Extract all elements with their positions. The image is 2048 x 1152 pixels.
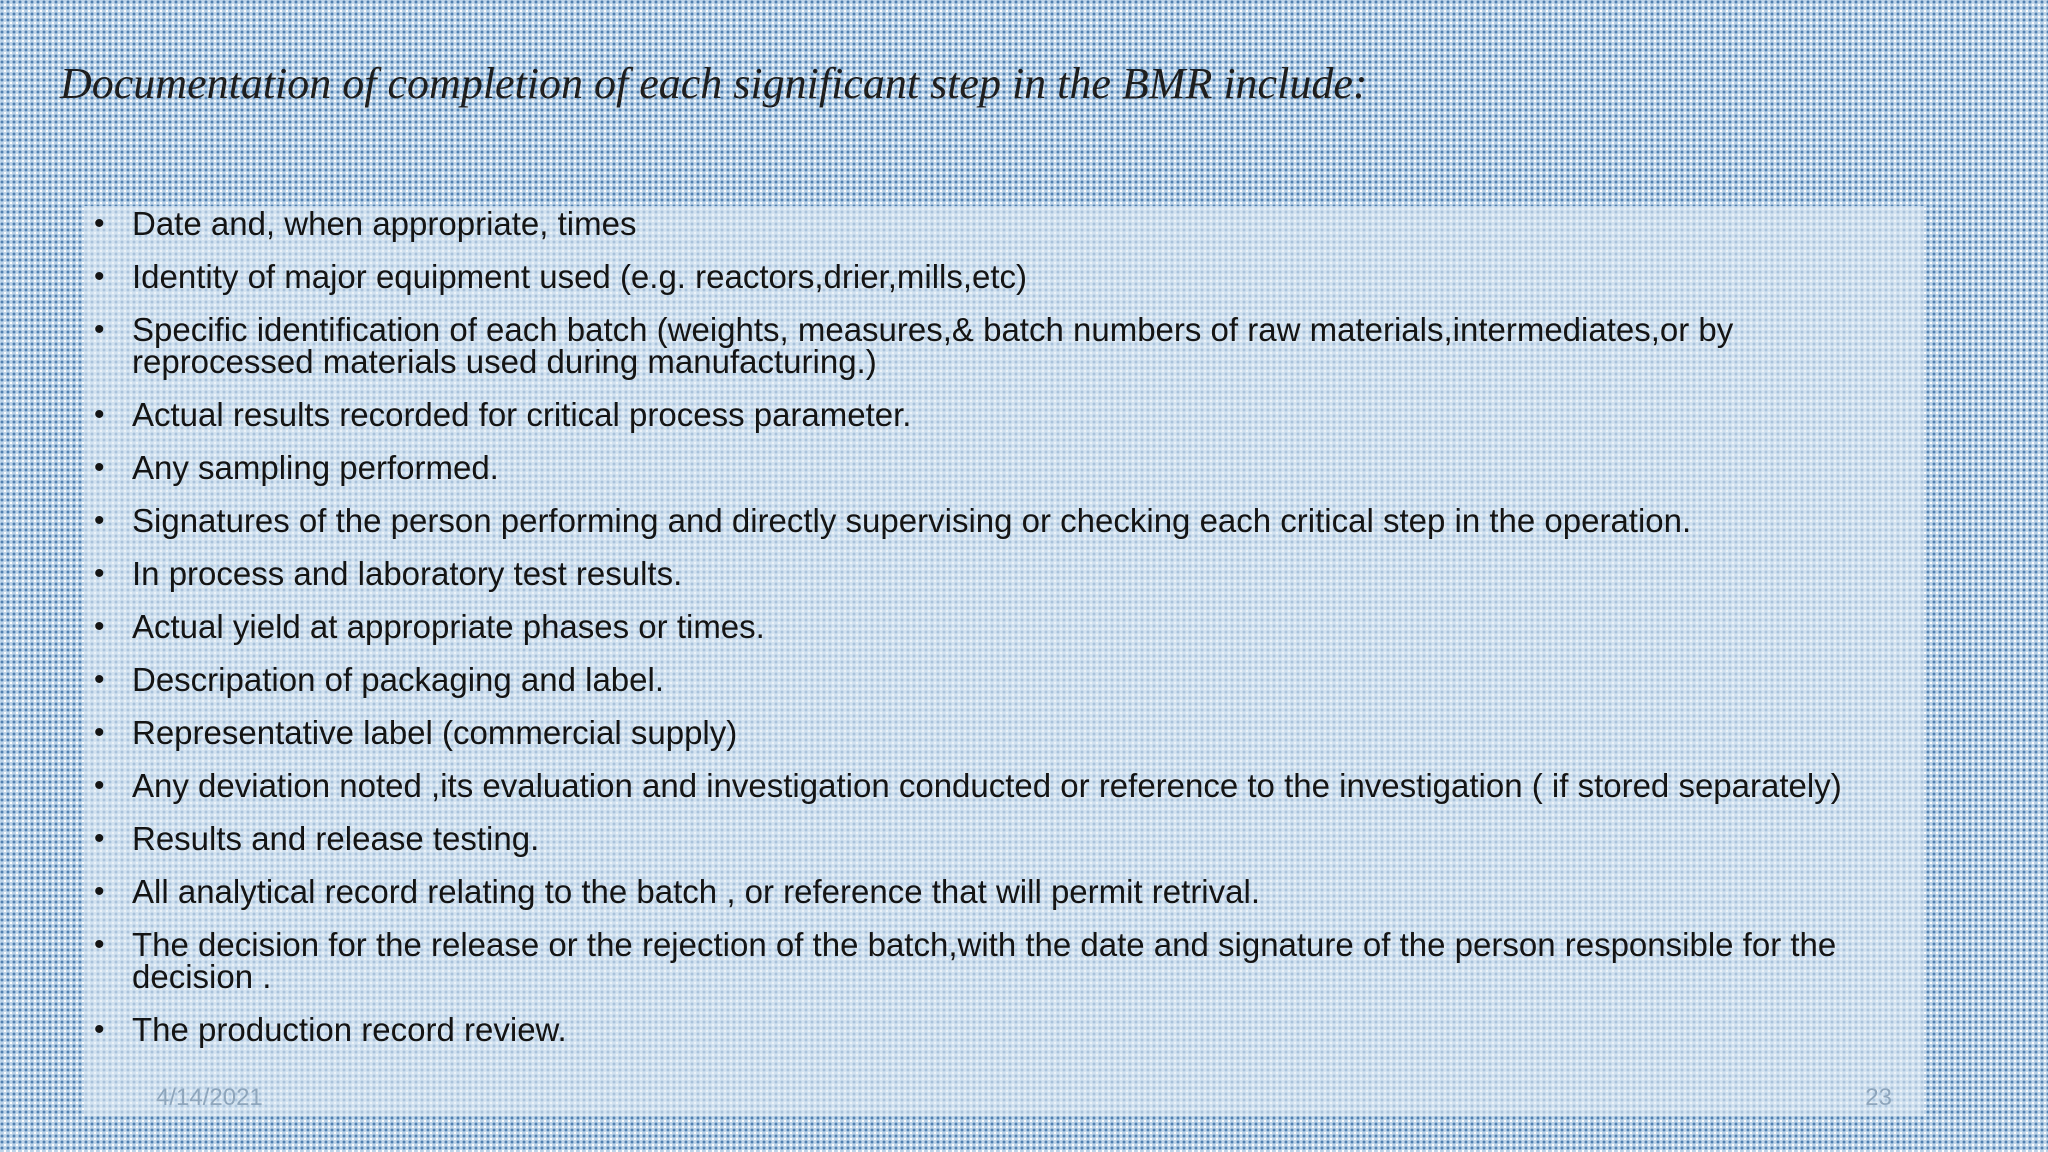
bullet-icon: • bbox=[94, 207, 105, 240]
bullet-item bbox=[90, 820, 1870, 857]
bullet-icon: • bbox=[94, 557, 105, 590]
bullet-icon: • bbox=[94, 716, 105, 749]
bullet-icon: • bbox=[94, 822, 105, 855]
bullet-text: The decision for the release or the rejection of the batch,with the date and signature of the person responsible for the decision . bbox=[132, 926, 1837, 995]
bullet-item bbox=[90, 873, 1870, 910]
bullet-item bbox=[90, 608, 1870, 645]
bullet-icon: • bbox=[94, 663, 105, 696]
bullet-item bbox=[90, 926, 1870, 995]
bullet-text: In process and laboratory test results. bbox=[132, 555, 683, 592]
slide-title: Documentation of completion of each significant step in the BMR include: bbox=[60, 59, 1368, 108]
bullet-item bbox=[90, 396, 1870, 433]
bullet-item bbox=[90, 555, 1870, 592]
bullet-text: The production record review. bbox=[132, 1011, 567, 1048]
bullet-text: Results and release testing. bbox=[132, 820, 540, 857]
slide-number: 23 bbox=[1865, 1084, 1892, 1111]
bullet-text: Date and, when appropriate, times bbox=[132, 205, 637, 242]
bullet-item bbox=[90, 767, 1870, 804]
bullet-item bbox=[90, 205, 1870, 242]
bullet-icon: • bbox=[94, 260, 105, 293]
bullet-list bbox=[90, 205, 1870, 1067]
bullet-text: Any sampling performed. bbox=[132, 449, 499, 486]
bullet-text: Specific identification of each batch (weights, measures,& batch numbers of raw materials,intermediates,or by reprocessed materials used during manufacturing.) bbox=[132, 311, 1734, 380]
bullet-item bbox=[90, 449, 1870, 486]
bullet-item bbox=[90, 661, 1870, 698]
bullet-text: Any deviation noted ,its evaluation and investigation conducted or reference to the investigation ( if stored separately) bbox=[132, 767, 1842, 804]
bullet-item bbox=[90, 502, 1870, 539]
bullet-icon: • bbox=[94, 610, 105, 643]
bullet-text: Actual yield at appropriate phases or times. bbox=[132, 608, 765, 645]
bullet-icon: • bbox=[94, 504, 105, 537]
bullet-icon: • bbox=[94, 313, 105, 346]
bullet-icon: • bbox=[94, 769, 105, 802]
bullet-icon: • bbox=[94, 875, 105, 908]
bullet-icon: • bbox=[94, 398, 105, 431]
bullet-item bbox=[90, 311, 1870, 380]
bullet-text: Signatures of the person performing and directly supervising or checking each critical step in the operation. bbox=[132, 502, 1692, 539]
bullet-text: Identity of major equipment used (e.g. reactors,drier,mills,etc) bbox=[132, 258, 1028, 295]
bullet-text: All analytical record relating to the batch , or reference that will permit retrival. bbox=[132, 873, 1260, 910]
bullet-item bbox=[90, 1011, 1870, 1048]
bullet-text: Descripation of packaging and label. bbox=[132, 661, 665, 698]
bullet-icon: • bbox=[94, 451, 105, 484]
bullet-item bbox=[90, 714, 1870, 751]
footer-date: 4/14/2021 bbox=[156, 1084, 263, 1111]
bullet-icon: • bbox=[94, 1013, 105, 1046]
bullet-item bbox=[90, 258, 1870, 295]
bullet-icon: • bbox=[94, 928, 105, 961]
bullet-text: Actual results recorded for critical process parameter. bbox=[132, 396, 912, 433]
bullet-text: Representative label (commercial supply) bbox=[132, 714, 738, 751]
